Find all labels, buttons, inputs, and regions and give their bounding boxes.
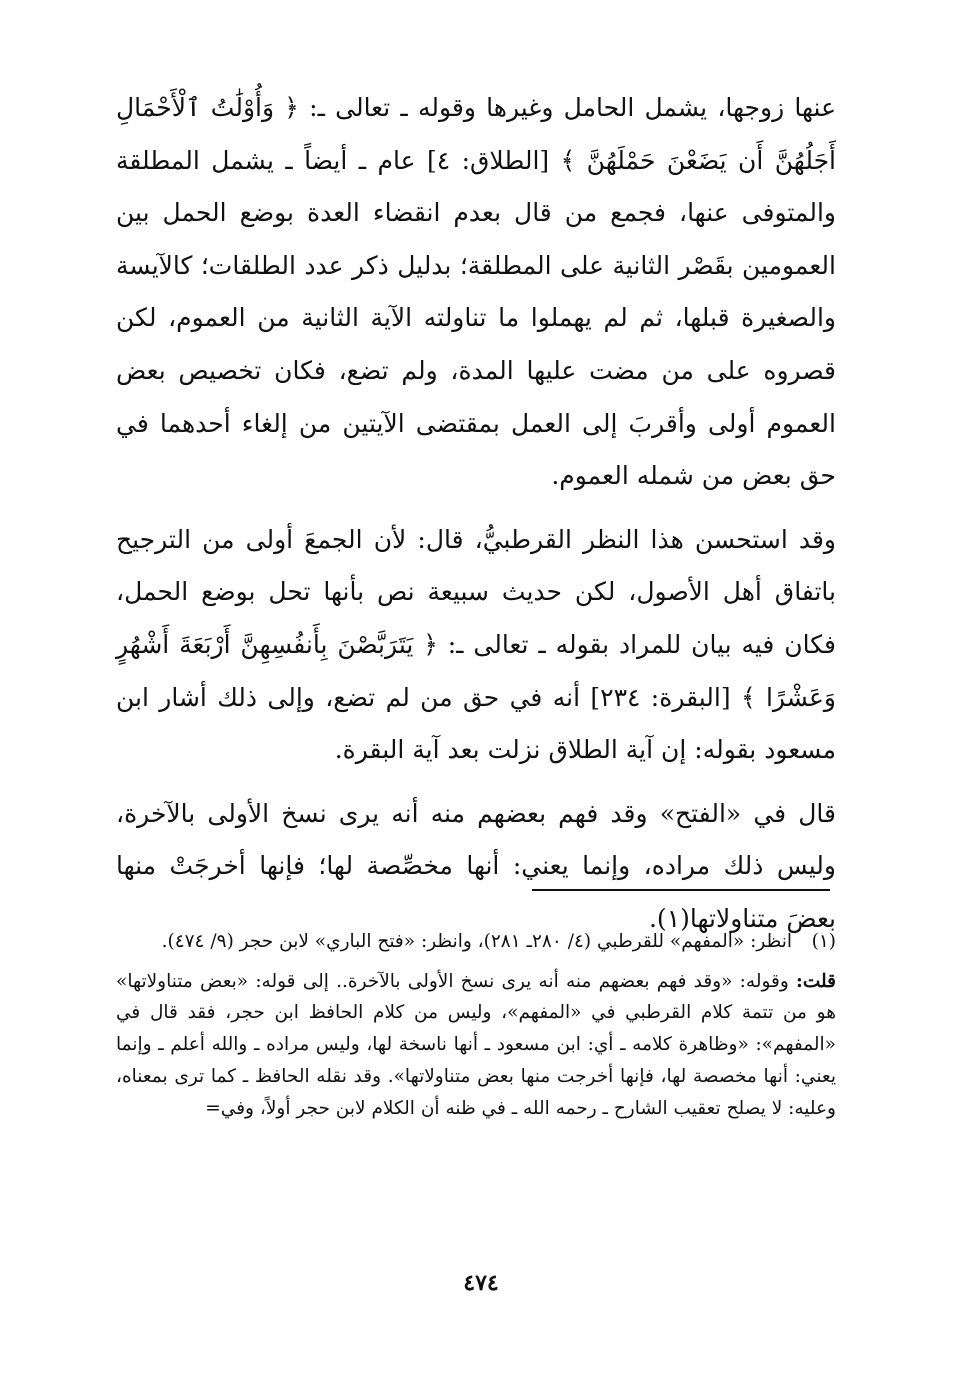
note-text: وقوله: «وقد فهم بعضهم منه أنه يرى نسخ الأولى بالآخرة.. إلى قوله: «بعض متناولاتها» هو من تتمة كلام القرطبي في «المفهم»، وليس من كلام الحافظ ابن حجر، فقد قال في «المفهم»: «وظاهرة كلامه ـ أي: ابن مسعود ـ أنها ناسخة لها، وليس مراده ـ والله أعلم ـ وإنما يعني: أنها مخصصة لها، فإنها أخرجت منها بعض متناولاتها». وقد نقله الحافظ ـ كما ترى بمعناه، وعليه: لا يصلح تعقيب الشارح ـ رحمه الله ـ في ظنه أن الكلام لابن حجر أولاً، وفي= — [116, 970, 836, 1119]
footnote-number: (١) — [811, 931, 836, 952]
note-lead: قلت: — [796, 970, 836, 992]
paragraph-1: عنها زوجها، يشمل الحامل وغيرها وقوله ـ تعالى ـ: ﴿ وَأُوْلَٰتُ ٱلْأَحْمَالِ أَجَلُهُنَّ أَن يَضَعْنَ حَمْلَهُنَّ ﴾ [الطلاق: ٤] عام ـ أيضاً ـ يشمل المطلقة والمتوفى عنها، فجمع من قال بعدم انقضاء العدة بوضع الحمل بين العمومين بقَصْر الثانية على المطلقة؛ بدليل ذكر عدد الطلقات؛ كالآيسة والصغيرة قبلها، ثم لم يهملوا ما تناولته الآية الثانية من العموم، لكن قصروه على من مضت عليها المدة، ولم تضع، فكان تخصيص بعض العموم أولى وأقربَ إلى العمل بمقتضى الآيتين من إلغاء أحدهما في حق بعض من شمله العموم. — [116, 93, 836, 491]
paragraph-3: قال في «الفتح» وقد فهم بعضهم منه أنه يرى نسخ الأولى بالآخرة، وليس ذلك مراده، وإنما يعني: أنها مخصِّصة لها؛ فإنها أخرجَتْ منها بعضَ متناولاتها(١). — [116, 798, 836, 933]
footnotes — [116, 926, 836, 1124]
footnote-divider — [532, 889, 830, 891]
footnote-text: انظر: «المفهم» للقرطبي (٤/ ٢٨٠ـ ٢٨١)، وانظر: «فتح الباري» لابن حجر (٩/ ٤٧٤). — [161, 931, 792, 952]
footnote-1 — [116, 926, 836, 958]
paragraph-2: وقد استحسن هذا النظر القرطبيُّ، قال: لأن الجمعَ أولى من الترجيح باتفاق أهل الأصول، لكن حديث سبيعة نص بأنها تحل بوضع الحمل، فكان فيه بيان للمراد بقوله ـ تعالى ـ: ﴿ يَتَرَبَّصْنَ بِأَنفُسِهِنَّ أَرْبَعَةَ أَشْهُرٍ وَعَشْرًا ﴾ [البقرة: ٢٣٤] أنه في حق من لم تضع، وإلى ذلك أشار ابن مسعود بقوله: إن آية الطلاق نزلت بعد آية البقرة. — [116, 524, 837, 765]
page-number: ٤٧٤ — [463, 1270, 499, 1296]
commentary-note — [116, 966, 836, 1125]
main-text — [116, 82, 836, 946]
